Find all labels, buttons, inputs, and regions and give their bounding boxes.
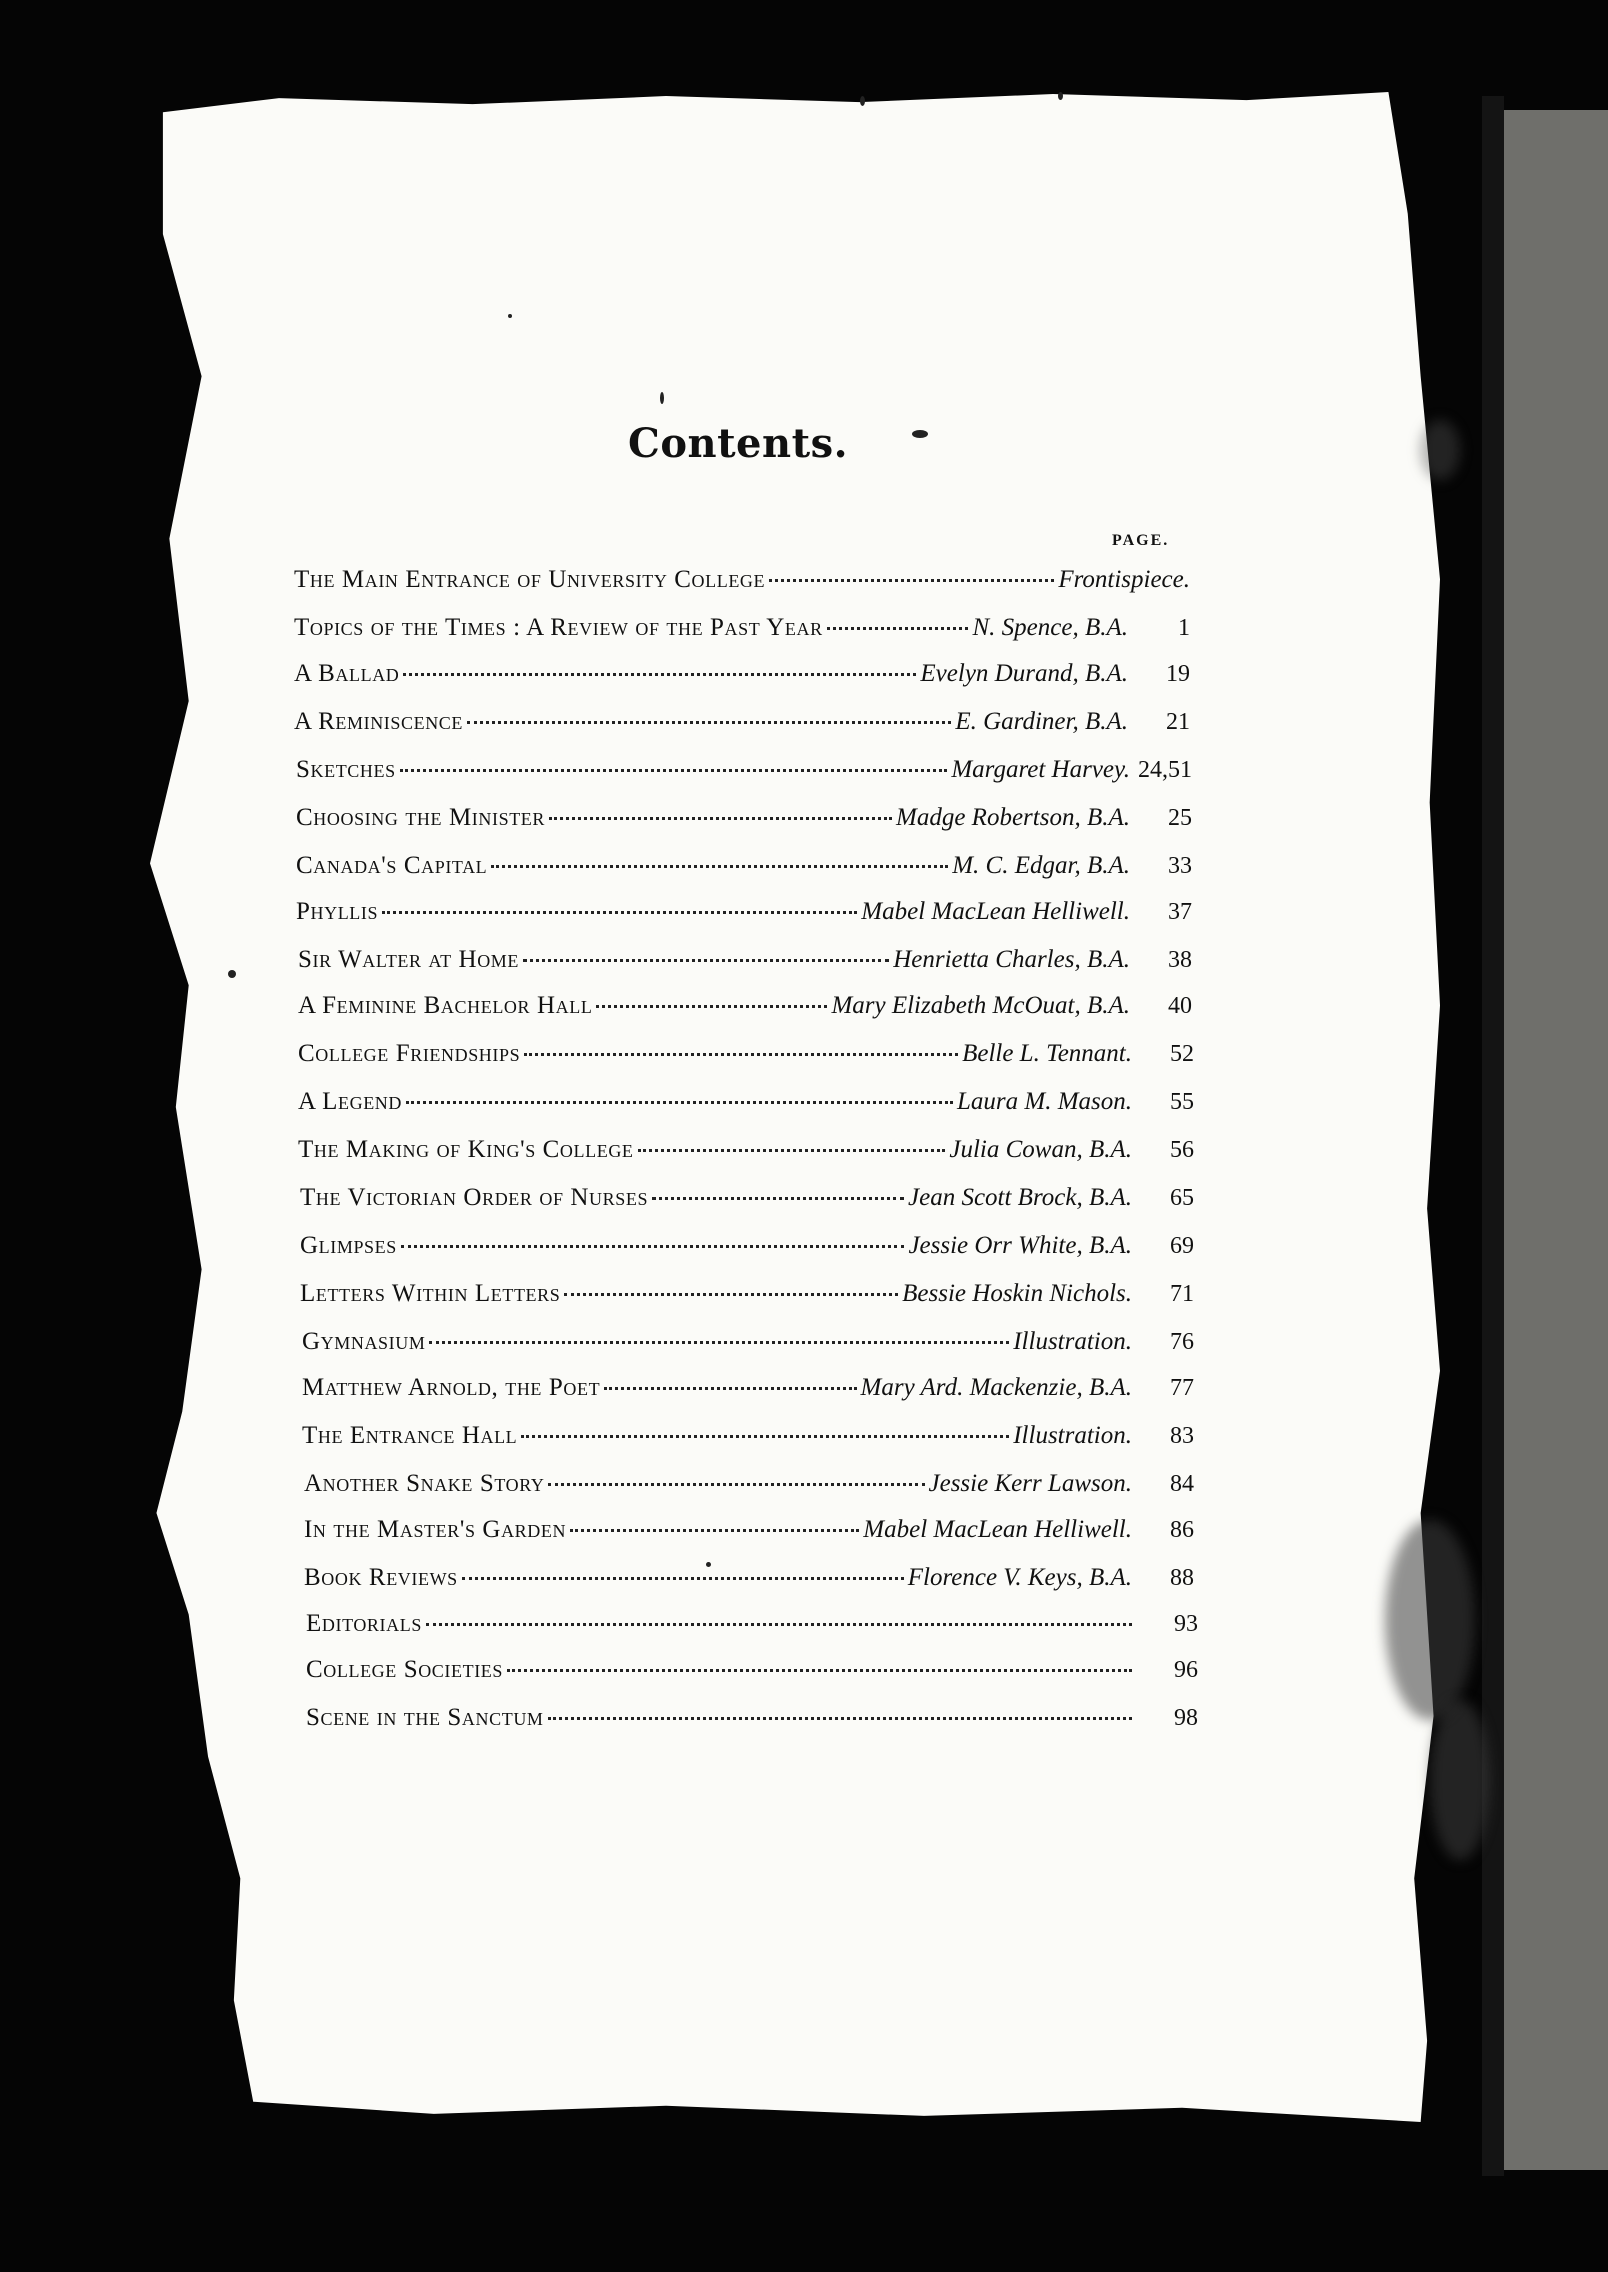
- toc-entry: [298, 1088, 1194, 1122]
- entry-page-number: 25: [1168, 805, 1192, 831]
- dot-leader: [491, 865, 948, 868]
- toc-entry: [294, 566, 1190, 600]
- dot-leader: [467, 721, 951, 724]
- book-gutter: [1482, 96, 1504, 2176]
- entry-title: The Victorian Order of Nurses: [300, 1184, 649, 1211]
- page-column-header: PAGE.: [1112, 532, 1170, 549]
- entry-title: A Ballad: [294, 660, 400, 687]
- entry-title: Matthew Arnold, the Poet: [302, 1374, 601, 1401]
- toc-entry: [296, 804, 1192, 838]
- entry-title: Choosing the Minister: [296, 804, 545, 831]
- entry-title: Book Reviews: [304, 1564, 458, 1591]
- toc-entry: [294, 708, 1190, 742]
- speck: [660, 392, 664, 404]
- entry-author: N. Spence, B.A.: [972, 614, 1128, 641]
- entry-title: Gymnasium: [302, 1328, 426, 1355]
- speck: [1058, 92, 1063, 100]
- entry-author: M. C. Edgar, B.A.: [952, 852, 1130, 879]
- entry-page-number: 88: [1170, 1565, 1194, 1591]
- entry-page-number: 84: [1170, 1471, 1194, 1497]
- dot-leader: [524, 1053, 958, 1056]
- entry-author: Laura M. Mason.: [956, 1088, 1132, 1115]
- entry-title: The Main Entrance of University College: [294, 566, 766, 593]
- entry-page-number: 69: [1170, 1233, 1194, 1259]
- facing-page-edge: [1492, 110, 1608, 2170]
- toc-entry: [298, 1136, 1194, 1170]
- toc-entry: [300, 1232, 1194, 1266]
- toc-entry: [296, 852, 1192, 886]
- entry-author: E. Gardiner, B.A.: [955, 708, 1128, 735]
- entry-title: A Legend: [298, 1088, 402, 1115]
- dot-leader: [523, 959, 889, 962]
- water-stain: [1385, 1520, 1475, 1720]
- speck: [228, 970, 236, 978]
- toc-entry: [298, 1040, 1194, 1074]
- toc-entry: [296, 756, 1192, 790]
- entry-author: Evelyn Durand, B.A.: [920, 660, 1128, 687]
- dot-leader: [548, 1717, 1132, 1720]
- entry-title: Letters Within Letters: [300, 1280, 561, 1307]
- speck: [860, 96, 865, 106]
- toc-entry: [298, 992, 1192, 1026]
- dot-leader: [549, 817, 892, 820]
- page-title: Contents.: [627, 420, 849, 467]
- entry-page-number: 21: [1166, 709, 1190, 735]
- entry-page-number: 56: [1170, 1137, 1194, 1163]
- entry-author: Mabel MacLean Helliwell.: [861, 898, 1130, 925]
- entry-title: Scene in the Sanctum: [306, 1704, 544, 1731]
- entry-author: Julia Cowan, B.A.: [949, 1136, 1132, 1163]
- dot-leader: [462, 1577, 904, 1580]
- entry-page-number: 19: [1166, 661, 1190, 687]
- dot-leader: [403, 673, 916, 676]
- entry-title: Glimpses: [300, 1232, 397, 1259]
- dot-leader: [596, 1005, 827, 1008]
- speck: [508, 314, 512, 318]
- entry-author: Mary Elizabeth McOuat, B.A.: [831, 992, 1130, 1019]
- entry-title: Another Snake Story: [304, 1470, 545, 1497]
- entry-author: Florence V. Keys, B.A.: [907, 1564, 1132, 1591]
- entry-author: Mary Ard. Mackenzie, B.A.: [860, 1374, 1132, 1401]
- entry-title: Editorials: [306, 1610, 422, 1637]
- entry-author: Jessie Kerr Lawson.: [928, 1470, 1132, 1497]
- toc-entry: [306, 1610, 1198, 1644]
- entry-author: Henrietta Charles, B.A.: [893, 946, 1130, 973]
- entry-author: Illustration.: [1013, 1328, 1132, 1355]
- entry-title: The Entrance Hall: [302, 1422, 518, 1449]
- entry-author: Madge Robertson, B.A.: [896, 804, 1130, 831]
- toc-entry: [296, 898, 1192, 932]
- entry-page-number: 52: [1170, 1041, 1194, 1067]
- dot-leader: [769, 579, 1054, 582]
- dot-leader: [507, 1669, 1132, 1672]
- entry-page-number: 71: [1170, 1281, 1194, 1307]
- entry-author: Illustration.: [1013, 1422, 1132, 1449]
- entry-title: Sir Walter at Home: [298, 946, 519, 973]
- toc-entry: [306, 1656, 1198, 1690]
- entry-author: Bessie Hoskin Nichols.: [902, 1280, 1132, 1307]
- dot-leader: [401, 1245, 905, 1248]
- dot-leader: [564, 1293, 898, 1296]
- entry-title: A Reminiscence: [294, 708, 463, 735]
- dot-leader: [382, 911, 857, 914]
- water-stain: [1430, 1700, 1490, 1860]
- entry-author: Jessie Orr White, B.A.: [908, 1232, 1132, 1259]
- entry-title: A Feminine Bachelor Hall: [298, 992, 593, 1019]
- entry-page-number: 93: [1174, 1611, 1198, 1637]
- dot-leader: [548, 1483, 924, 1486]
- entry-page-number: 38: [1168, 947, 1192, 973]
- toc-entry: [298, 946, 1192, 980]
- entry-page-number: 55: [1170, 1089, 1194, 1115]
- entry-page-number: 77: [1170, 1375, 1194, 1401]
- toc-entry: [304, 1516, 1194, 1550]
- entry-title: Topics of the Times : A Review of the Past Year: [294, 614, 823, 641]
- entry-page-number: 24,51: [1138, 757, 1192, 783]
- entry-page-number: 1: [1178, 615, 1190, 641]
- entry-title: Phyllis: [296, 898, 379, 925]
- dot-leader: [521, 1435, 1009, 1438]
- entry-page-number: 37: [1168, 899, 1192, 925]
- entry-page-number: 96: [1174, 1657, 1198, 1683]
- entry-title: In the Master's Garden: [304, 1516, 567, 1543]
- toc-entry: [302, 1328, 1194, 1362]
- toc-entry: [306, 1704, 1198, 1738]
- dot-leader: [652, 1197, 904, 1200]
- dot-leader: [638, 1149, 946, 1152]
- entry-author: Margaret Harvey.: [951, 756, 1130, 783]
- entry-title: College Friendships: [298, 1040, 521, 1067]
- dot-leader: [827, 627, 969, 630]
- entry-page-number: 98: [1174, 1705, 1198, 1731]
- dot-leader: [429, 1341, 1009, 1344]
- entry-title: The Making of King's College: [298, 1136, 634, 1163]
- entry-page-number: 40: [1168, 993, 1192, 1019]
- dot-leader: [604, 1387, 856, 1390]
- entry-title: Canada's Capital: [296, 852, 488, 879]
- toc-entry: [294, 614, 1190, 648]
- toc-entry: [300, 1184, 1194, 1218]
- toc-entry: [300, 1280, 1194, 1314]
- entry-page-number: 83: [1170, 1423, 1194, 1449]
- toc-entry: [302, 1374, 1194, 1408]
- entry-title: College Societies: [306, 1656, 503, 1683]
- entry-title: Sketches: [296, 756, 396, 783]
- toc-entry: [304, 1564, 1194, 1598]
- dot-leader: [400, 769, 948, 772]
- toc-entry: [294, 660, 1190, 694]
- entry-author: Jean Scott Brock, B.A.: [908, 1184, 1132, 1211]
- entry-page-number: 33: [1168, 853, 1192, 879]
- dot-leader: [426, 1623, 1132, 1626]
- dot-leader: [570, 1529, 859, 1532]
- entry-page-number: 65: [1170, 1185, 1194, 1211]
- entry-author: Belle L. Tennant.: [962, 1040, 1132, 1067]
- entry-page-number: 76: [1170, 1329, 1194, 1355]
- toc-entry: [304, 1470, 1194, 1504]
- dot-leader: [406, 1101, 953, 1104]
- entry-author: Mabel MacLean Helliwell.: [863, 1516, 1132, 1543]
- toc-entry: [302, 1422, 1194, 1456]
- entry-author: Frontispiece.: [1058, 566, 1190, 593]
- entry-page-number: 86: [1170, 1517, 1194, 1543]
